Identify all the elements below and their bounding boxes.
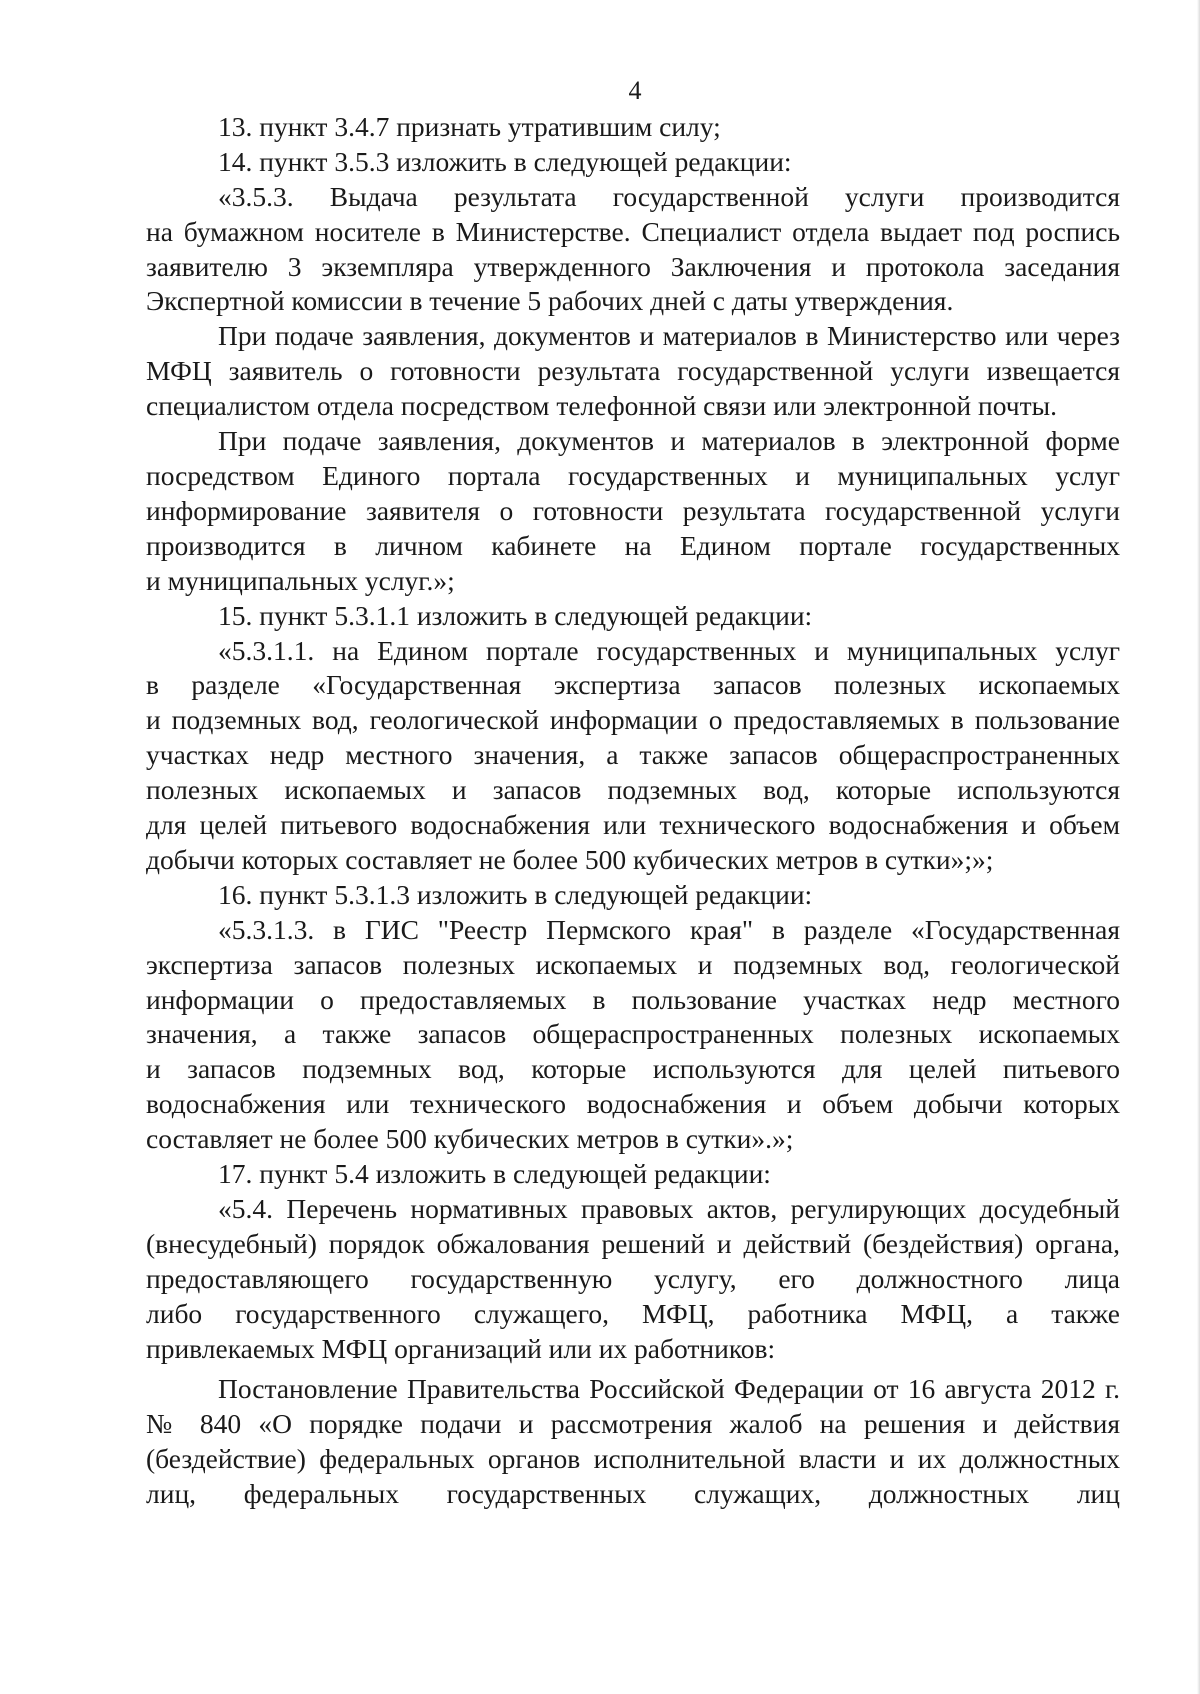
text-line: для целей питьевого водоснабжения или технического водоснабжения и объем xyxy=(146,809,1120,840)
text-line: добычи которых составляет не более 500 кубических метров в сутки»;»; xyxy=(146,844,994,875)
text-line: При подаче заявления, документов и материалов в электронной форме xyxy=(218,425,1120,456)
text-line: и муниципальных услуг.»; xyxy=(146,565,455,596)
text-line: и запасов подземных вод, которые используются для целей питьевого xyxy=(146,1053,1120,1084)
text-line: Экспертной комиссии в течение 5 рабочих дней с даты утверждения. xyxy=(146,285,954,316)
text-line: 15. пункт 5.3.1.1 изложить в следующей редакции: xyxy=(218,600,813,631)
text-line: участках недр местного значения, а также запасов общераспространенных xyxy=(146,739,1120,770)
text-line: информации о предоставляемых в пользование участках недр местного xyxy=(146,984,1120,1015)
page-number: 4 xyxy=(628,76,642,105)
text-line: (бездействие) федеральных органов исполнительной власти и их должностных xyxy=(146,1443,1120,1474)
text-line: «5.4. Перечень нормативных правовых актов, регулирующих досудебный xyxy=(218,1193,1120,1224)
text-line: «5.3.1.1. на Едином портале государственных и муниципальных услуг xyxy=(218,635,1120,666)
text-line: 16. пункт 5.3.1.3 изложить в следующей редакции: xyxy=(218,879,813,910)
text-line: заявителю 3 экземпляра утвержденного Заключения и протокола заседания xyxy=(146,251,1120,282)
text-line: полезных ископаемых и запасов подземных вод, которые используются xyxy=(146,774,1120,805)
text-line: предоставляющего государственную услугу, его должностного лица xyxy=(146,1263,1120,1294)
text-line: 17. пункт 5.4 изложить в следующей редакции: xyxy=(218,1158,771,1189)
text-line: 14. пункт 3.5.3 изложить в следующей редакции: xyxy=(218,146,792,177)
text-line: информирование заявителя о готовности результата государственной услуги xyxy=(146,495,1120,526)
text-line: специалистом отдела посредством телефонной связи или электронной почты. xyxy=(146,390,1057,421)
text-line: значения, а также запасов общераспространенных полезных ископаемых xyxy=(146,1018,1120,1049)
text-line: Постановление Правительства Российской Федерации от 16 августа 2012 г. xyxy=(218,1373,1120,1404)
text-line: либо государственного служащего, МФЦ, работника МФЦ, а также xyxy=(146,1298,1120,1329)
text-line: посредством Единого портала государственных и муниципальных услуг xyxy=(146,460,1120,491)
text-line: и подземных вод, геологической информации о предоставляемых в пользование xyxy=(146,704,1120,735)
text-line: № 840 «О порядке подачи и рассмотрения жалоб на решения и действия xyxy=(146,1408,1120,1439)
text-line: экспертиза запасов полезных ископаемых и подземных вод, геологической xyxy=(146,949,1120,980)
text-line: водоснабжения или технического водоснабжения и объем добычи которых xyxy=(146,1088,1120,1119)
text-line: в разделе «Государственная экспертиза запасов полезных ископаемых xyxy=(146,669,1120,700)
text-line: «5.3.1.3. в ГИС "Реестр Пермского края" в разделе «Государственная xyxy=(218,914,1120,945)
text-line: «3.5.3. Выдача результата государственной услуги производится xyxy=(218,181,1120,212)
text-line: на бумажном носителе в Министерстве. Специалист отдела выдает под роспись xyxy=(146,216,1120,247)
text-line: привлекаемых МФЦ организаций или их работников: xyxy=(146,1333,776,1364)
text-line: (внесудебный) порядок обжалования решений и действий (бездействия) органа, xyxy=(146,1228,1120,1259)
text-line: При подаче заявления, документов и материалов в Министерство или через xyxy=(218,320,1120,351)
text-line: производится в личном кабинете на Едином портале государственных xyxy=(146,530,1120,561)
text-line: составляет не более 500 кубических метров в сутки».»; xyxy=(146,1123,794,1154)
text-line: лиц, федеральных государственных служащих, должностных лиц xyxy=(146,1478,1120,1509)
text-line: МФЦ заявитель о готовности результата государственной услуги извещается xyxy=(146,355,1120,386)
text-line: 13. пункт 3.4.7 признать утратившим силу; xyxy=(218,111,721,142)
